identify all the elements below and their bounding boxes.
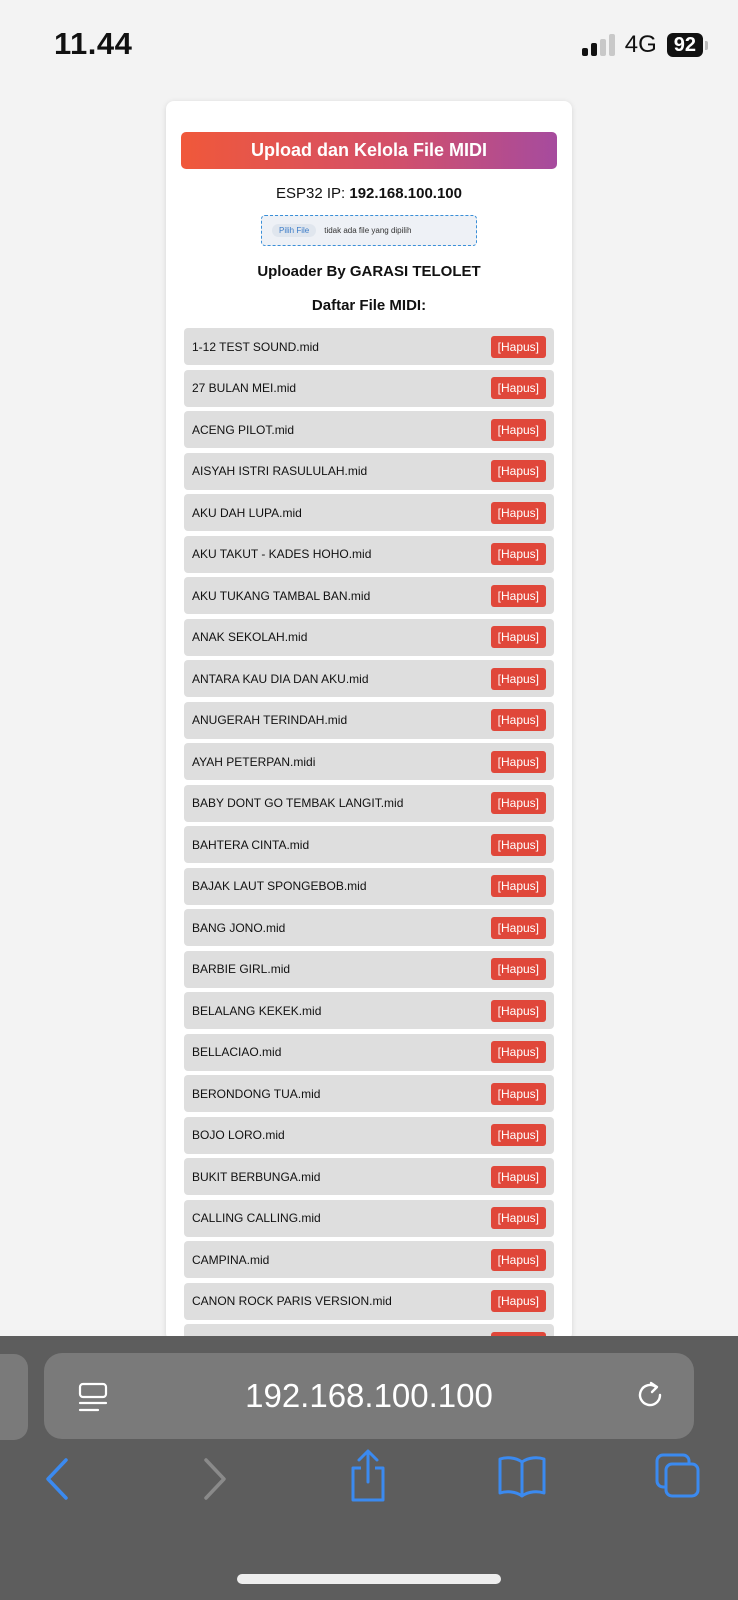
reload-icon[interactable] — [632, 1377, 668, 1421]
home-indicator — [237, 1574, 501, 1584]
forward-icon[interactable] — [200, 1456, 230, 1507]
delete-button[interactable]: [Hapus] — [491, 585, 546, 607]
ip-value: 192.168.100.100 — [349, 185, 462, 202]
file-name: CAMPINA.mid — [192, 1252, 270, 1267]
file-list-title: Daftar File MIDI: — [311, 297, 427, 314]
file-name: BAJAK LAUT SPONGEBOB.mid — [192, 879, 367, 893]
address-bar[interactable] — [44, 1353, 694, 1439]
file-row — [184, 1158, 554, 1195]
file-name: 1-12 TEST SOUND.mid — [192, 339, 319, 354]
file-row — [184, 1200, 554, 1237]
file-row — [184, 992, 554, 1029]
back-icon[interactable] — [42, 1456, 72, 1507]
file-name: CALLING CALLING.mid — [192, 1211, 321, 1225]
file-name: ACENG PILOT.mid — [192, 422, 295, 437]
file-row — [184, 370, 554, 407]
nav-bar — [0, 1456, 738, 1526]
file-name: 27 BULAN MEI.mid — [192, 381, 297, 395]
file-name: BAHTERA CINTA.mid — [192, 837, 310, 852]
file-name: BABY DONT GO TEMBAK LANGIT.mid — [192, 796, 404, 810]
delete-button[interactable]: [Hapus] — [491, 502, 546, 524]
status-time: 11.44 — [54, 26, 133, 61]
file-name: AKU TUKANG TAMBAL BAN.mid — [192, 588, 371, 603]
delete-button[interactable]: [Hapus] — [491, 1041, 546, 1063]
file-row — [184, 868, 554, 905]
delete-button[interactable]: [Hapus] — [491, 751, 546, 773]
choose-file-button[interactable]: Pilih File — [272, 224, 316, 237]
esp32-ip — [166, 185, 572, 202]
page-menu-icon[interactable] — [78, 1382, 108, 1420]
file-row — [184, 1075, 554, 1112]
file-row — [184, 1241, 554, 1278]
file-row — [184, 826, 554, 863]
delete-button[interactable]: [Hapus] — [491, 377, 546, 399]
file-row — [184, 909, 554, 946]
delete-button[interactable]: [Hapus] — [491, 709, 546, 731]
delete-button[interactable]: [Hapus] — [491, 1000, 546, 1022]
delete-button[interactable]: [Hapus] — [491, 1207, 546, 1229]
file-status: tidak ada file yang dipilih — [324, 226, 412, 235]
delete-button[interactable]: [Hapus] — [491, 1083, 546, 1105]
file-row — [184, 536, 554, 573]
file-input[interactable] — [261, 215, 477, 246]
file-name: BUKIT BERBUNGA.mid — [192, 1169, 321, 1184]
previous-tab[interactable] — [0, 1354, 28, 1440]
file-row — [184, 411, 554, 448]
delete-button[interactable]: [Hapus] — [491, 875, 546, 897]
delete-button[interactable]: [Hapus] — [491, 626, 546, 648]
browser-toolbar — [0, 1336, 738, 1600]
ip-label: ESP32 IP: — [275, 185, 346, 202]
share-icon[interactable] — [348, 1448, 388, 1509]
file-row — [184, 1117, 554, 1154]
network-type: 4G — [624, 31, 657, 58]
file-row — [184, 785, 554, 822]
file-name: BARBIE GIRL.mid — [192, 962, 291, 976]
file-name: BELALANG KEKEK.mid — [192, 1003, 322, 1018]
file-list — [184, 328, 554, 1361]
file-name: BANG JONO.mid — [192, 920, 286, 935]
file-name: ANAK SEKOLAH.mid — [192, 630, 308, 644]
bookmarks-icon[interactable] — [497, 1454, 547, 1503]
file-name: BERONDONG TUA.mid — [192, 1086, 321, 1101]
file-row — [184, 743, 554, 780]
delete-button[interactable]: [Hapus] — [491, 792, 546, 814]
delete-button[interactable]: [Hapus] — [491, 1166, 546, 1188]
delete-button[interactable]: [Hapus] — [491, 917, 546, 939]
delete-button[interactable]: [Hapus] — [491, 1290, 546, 1312]
delete-button[interactable]: [Hapus] — [491, 834, 546, 856]
delete-button[interactable]: [Hapus] — [491, 668, 546, 690]
file-row — [184, 453, 554, 490]
file-name: CANON ROCK PARIS VERSION.mid — [192, 1294, 392, 1308]
delete-button[interactable]: [Hapus] — [491, 336, 546, 358]
uploader-credit: Uploader By GARASI TELOLET — [257, 263, 481, 280]
delete-button[interactable]: [Hapus] — [491, 1124, 546, 1146]
file-row — [184, 577, 554, 614]
file-name: AYAH PETERPAN.midi — [192, 754, 316, 769]
file-row — [184, 328, 554, 365]
file-row — [184, 702, 554, 739]
battery-icon — [667, 33, 708, 57]
file-row — [184, 619, 554, 656]
page-card — [166, 101, 572, 1341]
status-bar — [0, 0, 738, 92]
delete-button[interactable]: [Hapus] — [491, 460, 546, 482]
url-text: 192.168.100.100 — [245, 1377, 493, 1414]
delete-button[interactable]: [Hapus] — [491, 958, 546, 980]
file-name: AKU DAH LUPA.mid — [192, 505, 302, 520]
file-row — [184, 660, 554, 697]
file-name: BOJO LORO.mid — [192, 1128, 285, 1142]
file-name: AISYAH ISTRI RASULULAH.mid — [192, 464, 368, 478]
file-name: BELLACIAO.mid — [192, 1045, 282, 1059]
tabs-icon[interactable] — [654, 1452, 702, 1505]
file-row — [184, 1034, 554, 1071]
file-row — [184, 951, 554, 988]
file-name: ANUGERAH TERINDAH.mid — [192, 713, 348, 727]
battery-level: 92 — [667, 33, 703, 57]
file-name: ANTARA KAU DIA DAN AKU.mid — [192, 671, 369, 686]
delete-button[interactable]: [Hapus] — [491, 543, 546, 565]
delete-button[interactable]: [Hapus] — [491, 1249, 546, 1271]
file-row — [184, 494, 554, 531]
file-name: AKU TAKUT - KADES HOHO.mid — [192, 547, 372, 561]
file-row — [184, 1283, 554, 1320]
delete-button[interactable]: [Hapus] — [491, 419, 546, 441]
page-title: Upload dan Kelola File MIDI — [181, 132, 557, 169]
signal-icon — [582, 34, 615, 56]
status-indicators — [582, 31, 708, 59]
